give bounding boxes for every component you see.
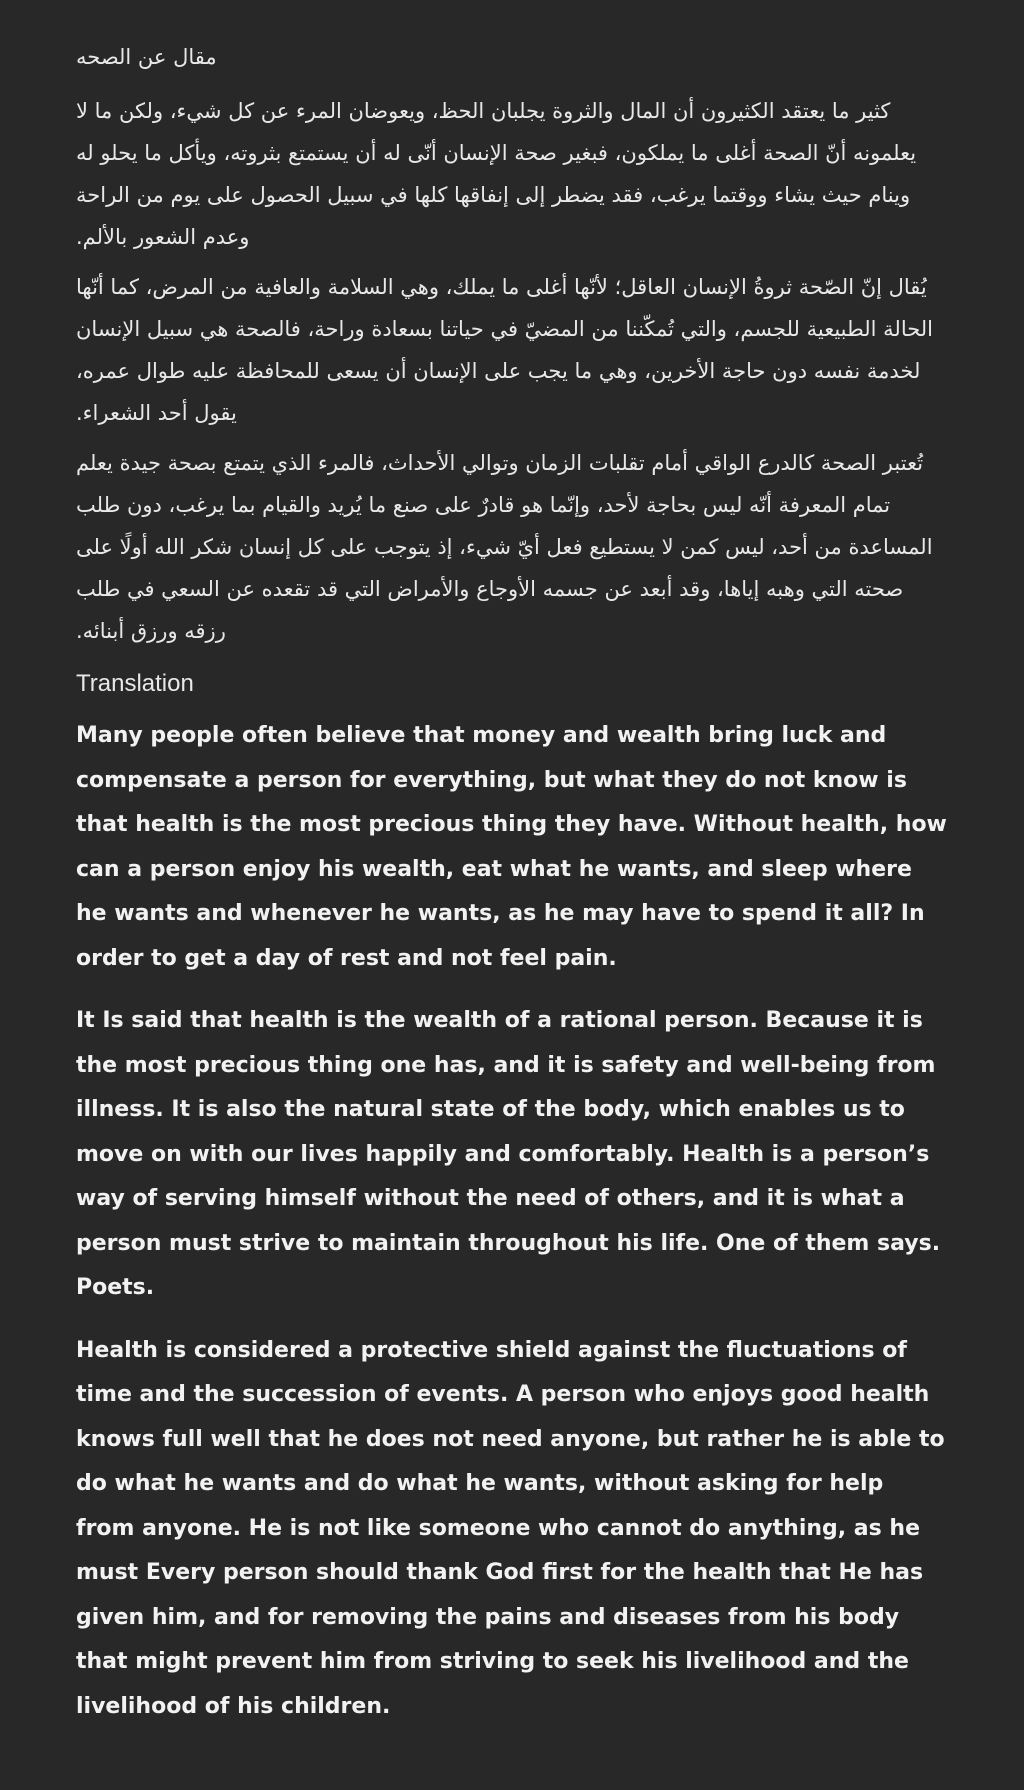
arabic-paragraph-3: تُعتبر الصحة كالدرع الواقي أمام تقلبات الزمان وتوالي الأحداث، فالمرء الذي يتمتع بصحة جيدة يعلم تمام المعرفة أنّه ليس بحاجة لأحد، وإنّما هو قادرٌ على صنع ما يُريد والقيام بما يرغب، دون طلب المساعدة من أحد، ليس كمن لا يستطيع فعل أيّ شيء، إذ يتوجب على كل إنسان شكر الله أولًا على صحته التي وهبه إياها، وقد أبعد عن جسمه الأوجاع والأمراض التي قد تقعده عن السعي في طلب رزقه ورزق أبنائه. (76, 451, 933, 643)
translation-paragraph-1: Many people often believe that money and wealth bring luck and compensate a person for everything, but what they do not know is that health is the most precious thing they have. Without health, how can a person enjoy his wealth, eat what he wants, and sleep where he wants and whenever he wants, as he may have to spend it all? In order to get a day of rest and not feel pain. (76, 723, 947, 971)
arabic-title: مقال عن الصحه (76, 45, 217, 69)
arabic-paragraph-1: كثير ما يعتقد الكثيرون أن المال والثروة يجلبان الحظ، ويعوضان المرء عن كل شيء، ولكن ما لا يعلمونه أنّ الصحة أغلى ما يملكون، فبغير صحة الإنسان أنّى له أن يستمتع بثروته، ويأكل ما يحلو له وينام حيث يشاء ووقتما يرغب، فقد يضطر إلى إنفاقها كلها في سبيل الحصول على يوم من الراحة وعدم الشعور بالألم. (76, 99, 917, 249)
translation-label: Translation (76, 670, 194, 697)
translation-paragraph-2: It Is said that health is the wealth of a rational person. Because it is the most precious thing one has, and it is safety and well-being from illness. It is also the natural state of the body, which enables us to move on with our lives happily and comfortably. Health is a person’s way of serving himself without the need of others, and it is what a person must strive to maintain throughout his life. One of them says. Poets. (76, 1008, 941, 1300)
translation-paragraph-3: Health is considered a protective shield against the fluctuations of time and the succession of events. A person who enjoys good health knows full well that he does not need anyone, but rather he is able to do what he wants and do what he wants, without asking for help from anyone. He is not like someone who cannot do anything, as he must Every person should thank God first for the health that He has given him, and for removing the pains and diseases from his body that might prevent him from striving to seek his livelihood and the livelihood of his children. (76, 1337, 945, 1719)
arabic-paragraph-2: يُقال إنّ الصّحة ثروةُ الإنسان العاقل؛ لأنّها أغلى ما يملك، وهي السلامة والعافية من المرض، كما أنّها الحالة الطبيعية للجسم، والتي تُمكّننا من المضيّ في حياتنا بسعادة وراحة، فالصحة هي سبيل الإنسان لخدمة نفسه دون حاجة الأخرين، وهي ما يجب على الإنسان أن يسعى للمحافظة عليه طوال عمره، يقول أحد الشعراء. (76, 275, 934, 425)
